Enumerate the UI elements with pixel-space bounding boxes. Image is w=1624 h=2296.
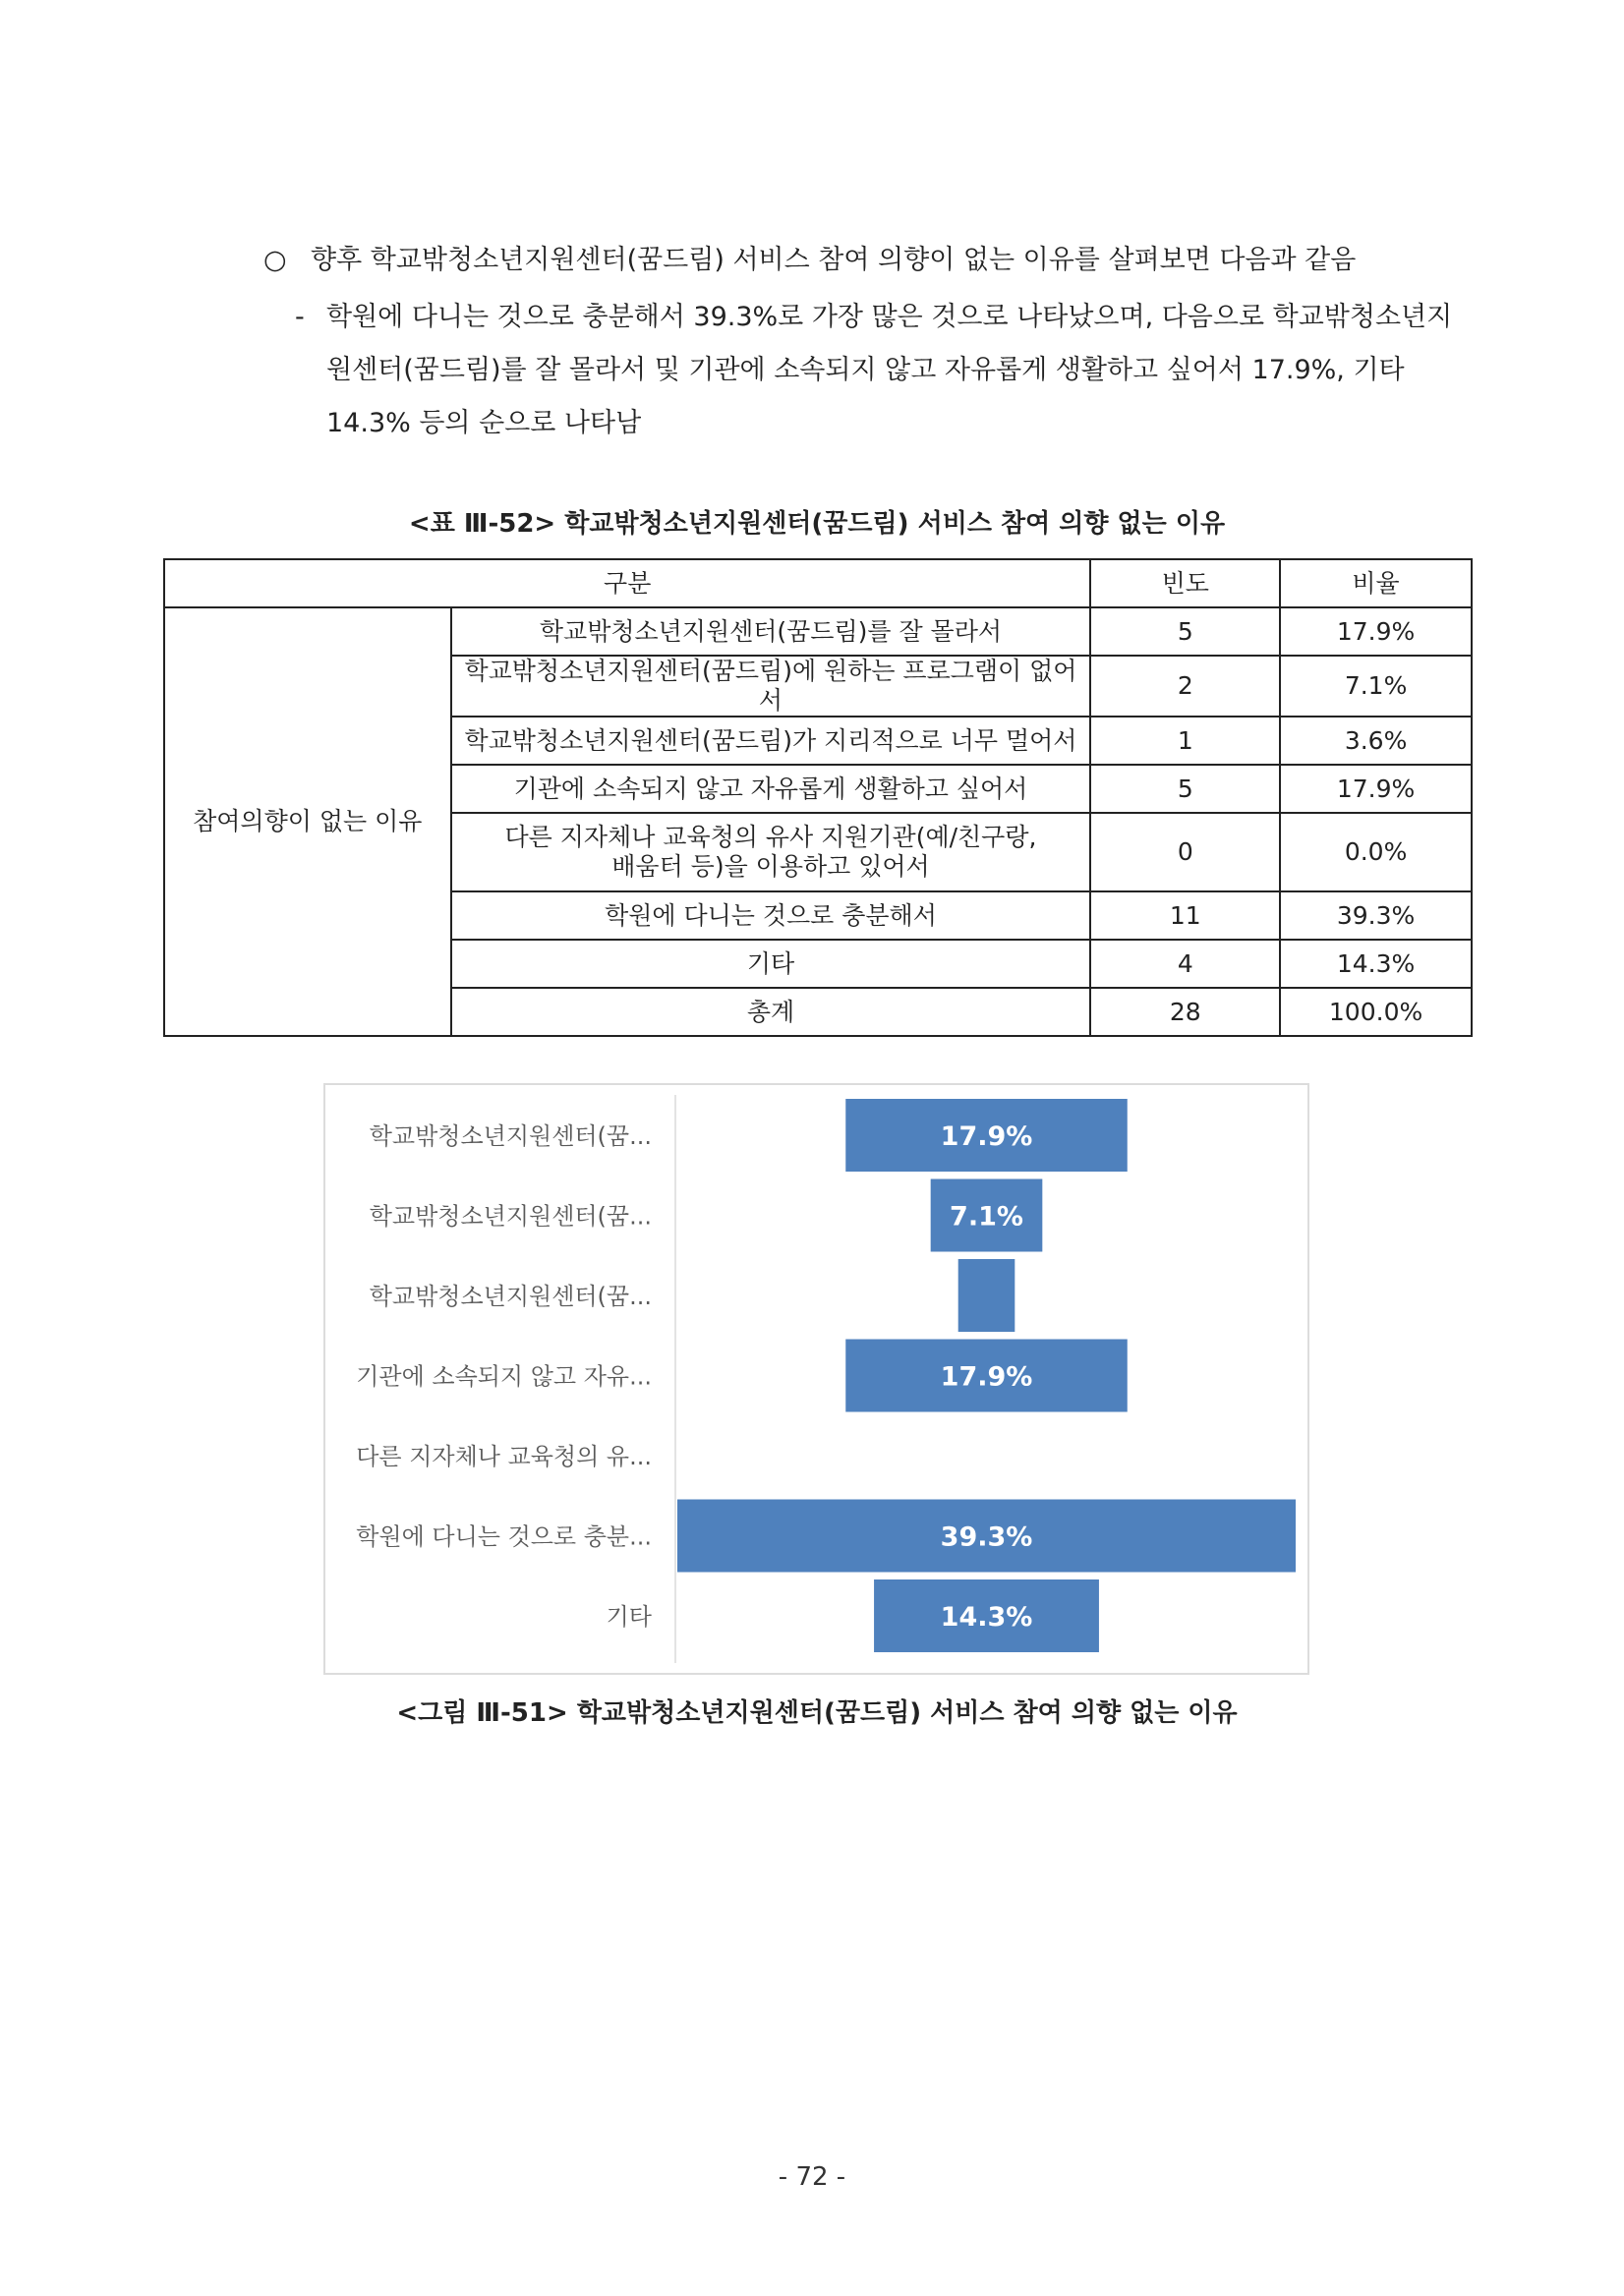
row-frequency: 2 xyxy=(1090,656,1280,717)
row-frequency: 5 xyxy=(1090,607,1280,656)
header-category: 구분 xyxy=(164,559,1090,607)
page-number: - 72 - xyxy=(778,2162,846,2192)
chart-data-label: 39.3% xyxy=(940,1521,1033,1553)
row-ratio: 100.0% xyxy=(1280,988,1472,1036)
row-frequency: 11 xyxy=(1090,891,1280,940)
row-frequency: 28 xyxy=(1090,988,1280,1036)
funnel-chart xyxy=(323,1083,1309,1675)
chart-bar xyxy=(958,1259,1015,1332)
chart-category-label: 학원에 다니는 것으로 충분... xyxy=(356,1522,652,1551)
chart-category-label: 학교밖청소년지원센터(꿈... xyxy=(369,1283,652,1310)
paragraph-detail-text: 학원에 다니는 것으로 충분해서 39.3%로 가장 많은 것으로 나타났으며, 다음으로 학교밖청소년지원센터(꿈드림)를 잘 몰라서 및 기관에 소속되지 않고 자유롭게 생활하고 싶어서 17.9%, 기타 14.3% 등의 순으로 나타남 xyxy=(326,302,1453,438)
row-ratio: 3.6% xyxy=(1280,717,1472,765)
row-frequency: 4 xyxy=(1090,940,1280,988)
chart-data-label: 7.1% xyxy=(950,1201,1023,1233)
table-caption: <표 Ⅲ-52> 학교밖청소년지원센터(꿈드림) 서비스 참여 의향 없는 이유 xyxy=(408,509,1226,539)
bullet-circle: ○ xyxy=(263,245,287,275)
chart-category-label: 기관에 소속되지 않고 자유... xyxy=(356,1362,652,1391)
row-ratio: 17.9% xyxy=(1280,765,1472,813)
row-label-line2: 배움터 등)을 이용하고 있어서 xyxy=(611,852,930,881)
group-label: 참여의향이 없는 이유 xyxy=(164,607,451,1036)
row-label xyxy=(451,813,1091,891)
figure-caption: <그림 Ⅲ-51> 학교밖청소년지원센터(꿈드림) 서비스 참여 의향 없는 이유 xyxy=(396,1698,1238,1728)
paragraph-summary xyxy=(263,234,1356,287)
row-label: 학교밖청소년지원센터(꿈드림)를 잘 몰라서 xyxy=(451,607,1091,656)
row-label: 기타 xyxy=(451,940,1091,988)
chart-category-label: 다른 지자체나 교육청의 유... xyxy=(356,1443,652,1470)
paragraph-detail xyxy=(295,291,1475,450)
paragraph-summary-text: 향후 학교밖청소년지원센터(꿈드림) 서비스 참여 의향이 없는 이유를 살펴보면 다음과 같음 xyxy=(311,245,1357,275)
row-label: 기관에 소속되지 않고 자유롭게 생활하고 싶어서 xyxy=(451,765,1091,813)
row-label: 학교밖청소년지원센터(꿈드림)에 원하는 프로그램이 없어서 xyxy=(451,656,1091,717)
chart-category-label: 학교밖청소년지원센터(꿈... xyxy=(369,1122,652,1150)
row-ratio: 7.1% xyxy=(1280,656,1472,717)
row-ratio: 39.3% xyxy=(1280,891,1472,940)
row-ratio: 0.0% xyxy=(1280,813,1472,891)
row-ratio: 17.9% xyxy=(1280,607,1472,656)
row-label: 학교밖청소년지원센터(꿈드림)가 지리적으로 너무 멀어서 xyxy=(451,717,1091,765)
row-label: 학원에 다니는 것으로 충분해서 xyxy=(451,891,1091,940)
chart-category-label: 기타 xyxy=(606,1603,652,1631)
data-table xyxy=(163,558,1473,1037)
row-frequency: 0 xyxy=(1090,813,1280,891)
chart-svg xyxy=(325,1085,1307,1673)
row-ratio: 14.3% xyxy=(1280,940,1472,988)
table-header-row xyxy=(164,559,1472,607)
row-label-line1: 다른 지자체나 교육청의 유사 지원기관(예/친구랑, xyxy=(504,823,1037,851)
row-frequency: 1 xyxy=(1090,717,1280,765)
header-frequency: 빈도 xyxy=(1090,559,1280,607)
row-frequency: 5 xyxy=(1090,765,1280,813)
row-label: 총계 xyxy=(451,988,1091,1036)
chart-data-label: 17.9% xyxy=(940,1361,1033,1393)
header-ratio: 비율 xyxy=(1280,559,1472,607)
table-row xyxy=(164,607,1472,656)
bullet-dash: - xyxy=(295,302,305,332)
chart-data-label: 14.3% xyxy=(940,1602,1033,1633)
chart-category-label: 학교밖청소년지원센터(꿈... xyxy=(369,1202,652,1231)
chart-data-label: 17.9% xyxy=(940,1121,1033,1152)
